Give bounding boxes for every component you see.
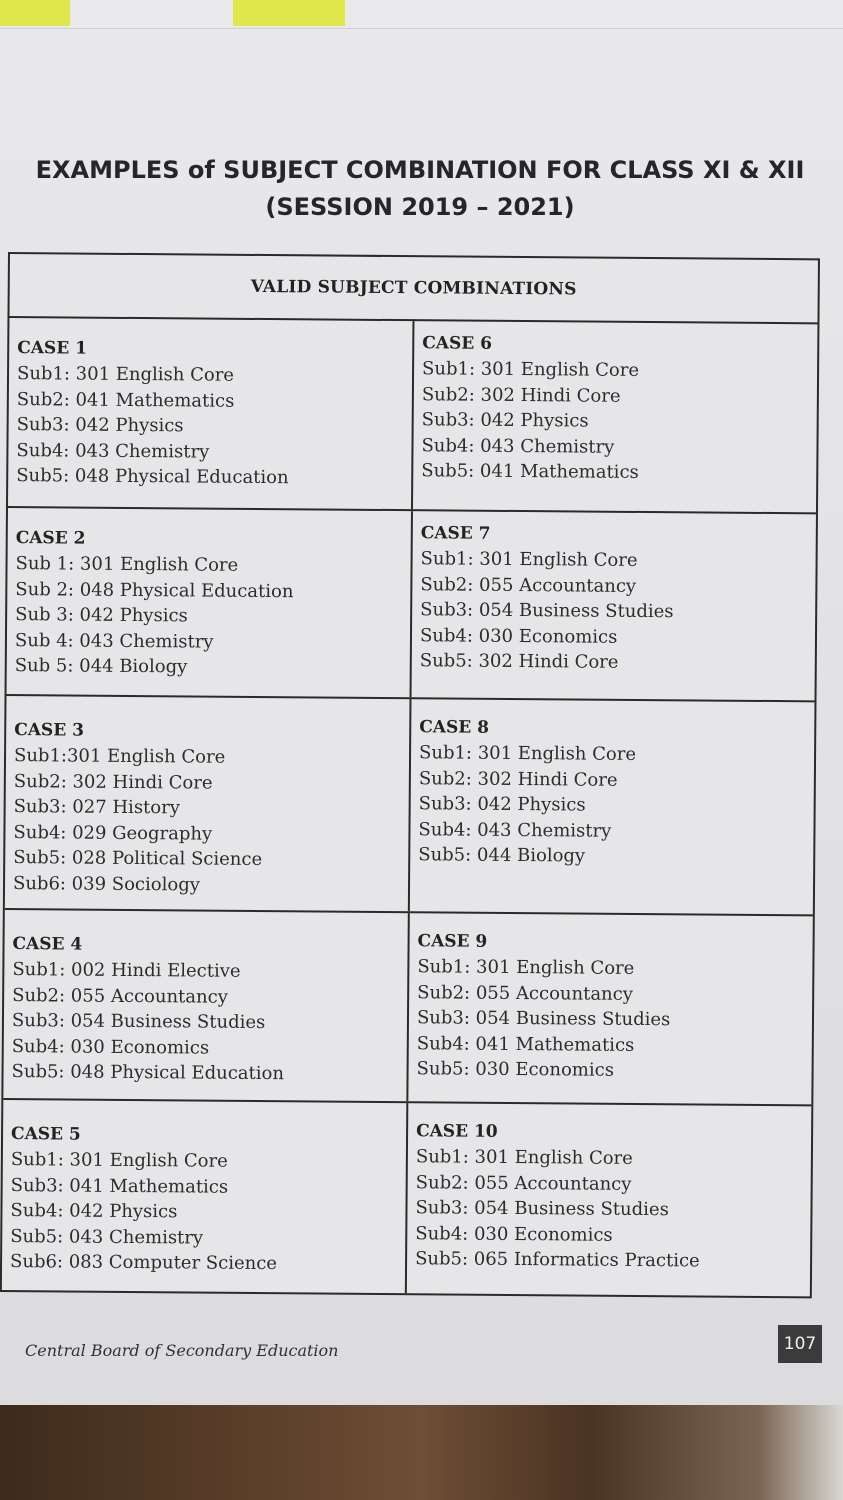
table-header: VALID SUBJECT COMBINATIONS [9, 254, 817, 324]
subject-line: Sub5: 048 Physical Education [11, 1061, 285, 1085]
subject-combination-table [0, 252, 820, 1298]
subject-line: Sub1: 002 Hindi Elective [12, 959, 241, 982]
subject-line: Sub 5: 044 Biology [14, 655, 188, 678]
subject-line: Sub5: 065 Informatics Practice [415, 1248, 700, 1272]
subject-line: Sub4: 043 Chemistry [418, 818, 612, 842]
case-title: CASE 3 [14, 720, 85, 741]
case-title: CASE 7 [420, 523, 491, 544]
subject-line: Sub5: 043 Chemistry [10, 1225, 204, 1249]
wooden-surface-background [0, 1405, 843, 1500]
subject-line: Sub2: 055 Accountancy [420, 573, 637, 597]
case-cell [410, 699, 815, 914]
subject-line: Sub1: 301 English Core [16, 363, 235, 386]
subject-line: Sub3: 027 History [13, 796, 181, 819]
subject-line: Sub1: 301 English Core [417, 956, 635, 979]
page-top-edge [0, 28, 843, 29]
title-line-1: EXAMPLES of SUBJECT COMBINATION FOR CLASS XI & XII [35, 156, 805, 184]
subject-line: Sub2: 055 Accountancy [12, 984, 229, 1008]
subject-line: Sub1: 301 English Core [418, 742, 637, 765]
subject-line: Sub 4: 043 Chemistry [14, 629, 214, 653]
subject-line: Sub3: 054 Business Studies [415, 1197, 669, 1221]
subject-line: Sub5: 030 Economics [416, 1058, 615, 1081]
case-cell [2, 1100, 408, 1293]
case-cell [407, 1103, 811, 1296]
subject-line: Sub6: 039 Sociology [12, 872, 201, 896]
case-title: CASE 6 [422, 333, 493, 354]
case-title: CASE 1 [17, 338, 88, 359]
subject-line: Sub3: 041 Mathematics [10, 1174, 229, 1198]
subject-line: Sub6: 083 Computer Science [9, 1251, 278, 1275]
subject-line: Sub 3: 042 Physics [15, 604, 188, 627]
subject-line: Sub5: 041 Mathematics [421, 460, 639, 483]
subject-line: Sub5: 048 Physical Education [16, 465, 289, 489]
subject-line: Sub4: 041 Mathematics [416, 1032, 635, 1056]
subject-line: Sub1: 301 English Core [10, 1149, 228, 1172]
case-title: CASE 2 [15, 528, 86, 549]
subject-line: Sub4: 029 Geography [13, 821, 213, 845]
subject-line: Sub4: 030 Economics [11, 1035, 210, 1059]
subject-line: Sub5: 028 Political Science [13, 847, 263, 871]
case-cell [7, 508, 413, 697]
case-cell [3, 910, 409, 1101]
yellow-tab-marker [0, 0, 70, 26]
subject-line: Sub3: 054 Business Studies [416, 1007, 671, 1031]
table-row [2, 1100, 811, 1296]
table-row [8, 318, 817, 514]
subject-line: Sub4: 030 Economics [419, 624, 618, 648]
subject-line: Sub2: 041 Mathematics [16, 388, 235, 412]
subject-line: Sub3: 042 Physics [421, 409, 589, 432]
subject-line: Sub1: 301 English Core [422, 358, 640, 381]
case-cell [413, 321, 817, 512]
case-cell [8, 318, 414, 509]
subject-line: Sub3: 042 Physics [418, 793, 586, 816]
case-title: CASE 10 [416, 1121, 498, 1142]
subject-line: Sub1: 301 English Core [420, 548, 638, 571]
subject-line: Sub2: 302 Hindi Core [13, 770, 213, 794]
table-row [7, 508, 816, 702]
table-row [5, 696, 815, 916]
subject-line: Sub4: 043 Chemistry [421, 434, 615, 458]
case-cell [412, 511, 816, 700]
page-number: 107 [778, 1325, 822, 1363]
subject-line: Sub1: 301 English Core [415, 1146, 633, 1169]
yellow-tab-marker [233, 0, 345, 26]
subject-line: Sub2: 055 Accountancy [415, 1171, 632, 1195]
subject-line: Sub3: 042 Physics [16, 414, 184, 437]
case-cell [408, 913, 812, 1104]
subject-line: Sub3: 054 Business Studies [420, 599, 674, 623]
case-title: CASE 5 [10, 1124, 81, 1145]
subject-line: Sub2: 302 Hindi Core [418, 767, 618, 791]
case-cell [5, 696, 412, 911]
title-line-2: (SESSION 2019 – 2021) [265, 193, 575, 221]
case-title: CASE 8 [419, 717, 490, 738]
subject-line: Sub3: 054 Business Studies [11, 1010, 266, 1034]
case-title: CASE 4 [12, 934, 83, 955]
table-row [3, 910, 812, 1106]
subject-line: Sub2: 055 Accountancy [417, 981, 634, 1005]
subject-line: Sub1:301 English Core [13, 745, 226, 768]
page-title [30, 152, 810, 226]
subject-line: Sub4: 042 Physics [10, 1200, 178, 1223]
subject-line: Sub4: 030 Economics [415, 1222, 613, 1246]
subject-line: Sub5: 044 Biology [418, 844, 586, 867]
subject-line: Sub 2: 048 Physical Education [15, 578, 294, 602]
footer-publisher: Central Board of Secondary Education [25, 1341, 339, 1360]
subject-line: Sub4: 043 Chemistry [16, 439, 210, 463]
subject-line: Sub 1: 301 English Core [15, 553, 239, 576]
subject-line: Sub5: 302 Hindi Core [419, 650, 619, 673]
subject-line: Sub2: 302 Hindi Core [421, 383, 621, 407]
case-title: CASE 9 [417, 931, 488, 952]
